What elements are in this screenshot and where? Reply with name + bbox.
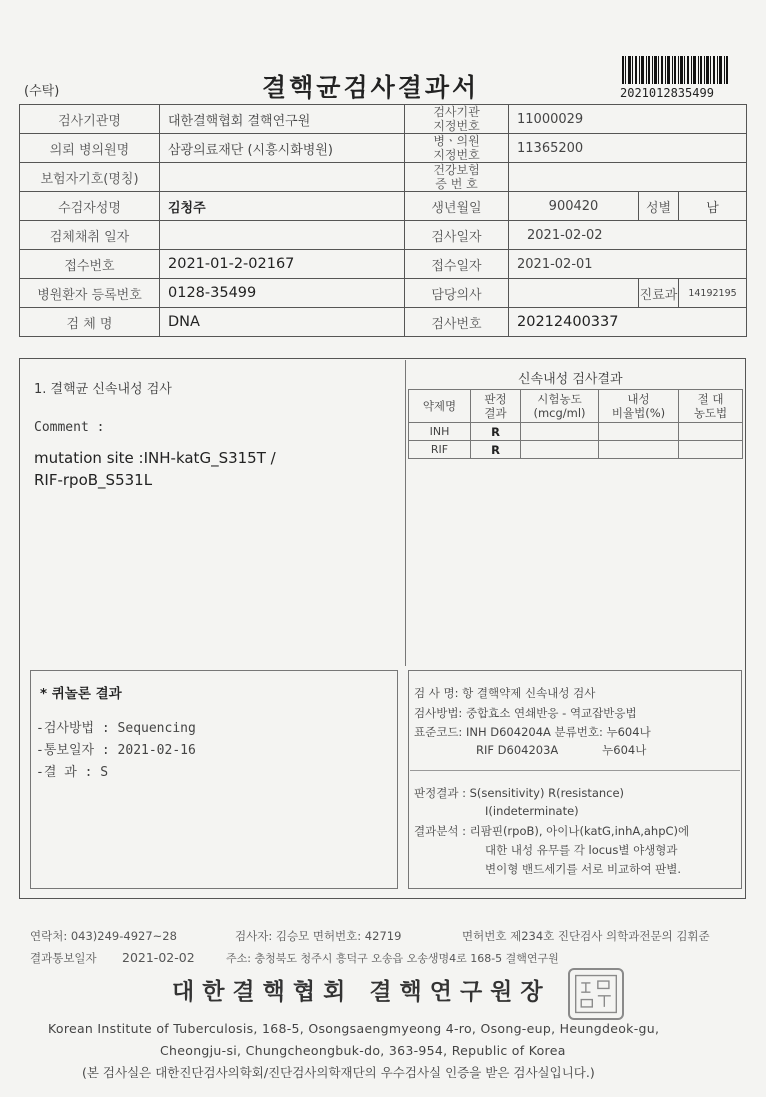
header-ratio-2: 비율법(%) xyxy=(611,406,666,420)
quinolone-title: * 퀴놀론 결과 xyxy=(40,686,122,702)
table-row xyxy=(20,221,747,250)
table-row xyxy=(20,163,747,192)
judgement-line-1: 판정결과 : S(sensitivity) R(resistance) xyxy=(414,786,625,800)
insurer-value xyxy=(160,163,405,192)
receipt-no-label: 접수번호 xyxy=(20,250,160,279)
examiner-info: 검사자: 김승모 면허번호: 42719 xyxy=(235,929,402,943)
quinolone-result: -결 과 : S xyxy=(36,765,109,780)
hosp-code-label-2: 지정번호 xyxy=(433,148,480,162)
barcode-image xyxy=(622,56,728,84)
header-conc-1: 시험농도 xyxy=(537,392,582,406)
dept-value: 14192195 xyxy=(679,279,747,308)
header-judge xyxy=(471,390,521,423)
reg-no-value: 0128-35499 xyxy=(160,279,405,308)
organization-name: 대한결핵협회 결핵연구원장 xyxy=(172,978,551,1005)
empty-cell xyxy=(599,441,679,459)
header-ratio xyxy=(599,390,679,423)
empty-cell xyxy=(679,441,743,459)
address-korean: 주소: 충청북도 청주시 흥덕구 오송읍 오송생명4로 168-5 결핵연구원 xyxy=(226,952,559,965)
copy-label: (수탁) xyxy=(24,84,60,99)
header-absolute xyxy=(679,390,743,423)
health-no-label-2: 증 번 호 xyxy=(435,177,478,191)
receipt-no-value: 2021-01-2-02167 xyxy=(160,250,405,279)
test-no-label: 검사번호 xyxy=(405,308,509,337)
test-name: 검 사 명: 항 결핵약제 신속내성 검사 xyxy=(414,686,596,700)
document-title: 결핵균검사결과서 xyxy=(262,73,480,102)
table-row xyxy=(20,192,747,221)
table-header-row xyxy=(409,390,743,423)
health-no-value xyxy=(509,163,747,192)
header-conc-2: (mcg/ml) xyxy=(533,406,586,420)
drug-cell: RIF xyxy=(409,441,471,459)
notice-date: 2021-02-02 xyxy=(122,950,195,965)
hosp-code-label xyxy=(405,134,509,163)
table-row xyxy=(20,279,747,308)
inst-code-label-2: 지정번호 xyxy=(433,119,480,133)
table-row xyxy=(20,134,747,163)
mutation-site-line-1: mutation site :INH-katG_S315T / xyxy=(34,449,276,467)
table-row xyxy=(20,250,747,279)
certification-note: (본 검사실은 대한진단검사의학회/진단검사의학재단의 우수검사실 인증을 받은 검사실입니다.) xyxy=(82,1065,595,1080)
collect-value xyxy=(160,221,405,250)
collect-label: 검체채취 일자 xyxy=(20,221,160,250)
specimen-value: DNA xyxy=(160,308,405,337)
standard-code-line-1: 표준코드: INH D604204A 분류번호: 누604나 xyxy=(414,725,651,739)
header-ratio-1: 내성 xyxy=(627,392,650,406)
address-english-line-1: Korean Institute of Tuberculosis, 168-5, Osongsaengmyeong 4-ro, Osong-eup, Heungdeok-gu, xyxy=(48,1021,660,1036)
table-row xyxy=(20,308,747,337)
empty-cell xyxy=(521,441,599,459)
header-drug-text: 약제명 xyxy=(422,399,457,413)
table-row xyxy=(20,105,747,134)
hosp-code-value: 11365200 xyxy=(509,134,747,163)
notice-date-label: 결과통보일자 xyxy=(30,951,97,965)
drug-cell: INH xyxy=(409,423,471,441)
comment-label: Comment : xyxy=(34,420,105,435)
hosp-code-label-1: 병ㆍ의원 xyxy=(433,134,480,148)
hospital-value: 삼광의료재단 (시흥시화병원) xyxy=(160,134,405,163)
susceptibility-title: 신속내성 검사결과 xyxy=(518,372,623,387)
analysis-line-1: 결과분석 : 리팜핀(rpoB), 아이나(katG,inhA,ahpC)에 xyxy=(414,824,690,838)
test-no-value: 20212400337 xyxy=(509,308,747,337)
patient-label: 수검자성명 xyxy=(20,192,160,221)
patient-info-table xyxy=(19,104,747,337)
specimen-label: 검 체 명 xyxy=(20,308,160,337)
empty-cell xyxy=(679,423,743,441)
dob-value: 900420 xyxy=(509,192,639,221)
reg-no-label: 병원환자 등록번호 xyxy=(20,279,160,308)
dob-label: 생년월일 xyxy=(405,192,509,221)
inst-code-label xyxy=(405,105,509,134)
sex-value: 남 xyxy=(679,192,747,221)
institution-value: 대한결핵협회 결핵연구원 xyxy=(160,105,405,134)
barcode-number: 2021012835499 xyxy=(620,86,714,100)
judgement-line-2: I(indeterminate) xyxy=(485,804,579,818)
patient-name: 김청주 xyxy=(160,192,405,221)
test-date-label: 검사일자 xyxy=(405,221,509,250)
susceptibility-table xyxy=(408,389,743,459)
column-divider xyxy=(405,360,406,666)
header-abs-1: 절 대 xyxy=(697,392,724,406)
header-judge-2: 결과 xyxy=(484,406,507,420)
quinolone-method: -검사방법 : Sequencing xyxy=(36,721,196,736)
hospital-label: 의뢰 병의원명 xyxy=(20,134,160,163)
official-seal-stamp xyxy=(568,968,624,1020)
analysis-line-2: 대한 내성 유무를 각 locus별 야생형과 xyxy=(485,843,678,857)
header-concentration xyxy=(521,390,599,423)
empty-cell xyxy=(599,423,679,441)
standard-code-line-2: RIF D604203A 누604나 xyxy=(476,743,647,757)
table-row xyxy=(409,423,743,441)
insurer-label: 보험자기호(명칭) xyxy=(20,163,160,192)
inst-code-value: 11000029 xyxy=(509,105,747,134)
empty-cell xyxy=(521,423,599,441)
receipt-date-value: 2021-02-01 xyxy=(509,250,747,279)
doctor-value xyxy=(509,279,639,308)
result-cell: R xyxy=(471,423,521,441)
receipt-date-label: 접수일자 xyxy=(405,250,509,279)
contact-phone: 연락처: 043)249-4927~28 xyxy=(30,929,177,943)
test-method: 검사방법: 중합효소 연쇄반응 - 역교잡반응법 xyxy=(414,706,637,720)
doctor-label: 담당의사 xyxy=(405,279,509,308)
sex-label: 성별 xyxy=(639,192,679,221)
health-no-label-1: 건강보험 xyxy=(433,163,480,177)
header-drug xyxy=(409,390,471,423)
analysis-line-3: 변이형 밴드세기를 서로 비교하여 판별. xyxy=(485,862,682,876)
license-info: 면허번호 제234호 진단검사 의학과전문의 김휘준 xyxy=(462,929,710,943)
health-no-label xyxy=(405,163,509,192)
dept-label: 진료과 xyxy=(639,279,679,308)
inst-code-label-1: 검사기관 xyxy=(433,105,480,119)
quinolone-report-date: -통보일자 : 2021-02-16 xyxy=(36,743,196,758)
divider xyxy=(410,770,740,771)
result-cell: R xyxy=(471,441,521,459)
rapid-test-title: 1. 결핵균 신속내성 검사 xyxy=(34,382,172,397)
test-date-value: 2021-02-02 xyxy=(509,221,747,250)
header-judge-1: 판정 xyxy=(484,392,507,406)
mutation-site-line-2: RIF-rpoB_S531L xyxy=(34,471,153,489)
table-row xyxy=(409,441,743,459)
institution-label: 검사기관명 xyxy=(20,105,160,134)
header-abs-2: 농도법 xyxy=(693,406,728,420)
address-english-line-2: Cheongju-si, Chungcheongbuk-do, 363-954, Republic of Korea xyxy=(160,1043,566,1058)
